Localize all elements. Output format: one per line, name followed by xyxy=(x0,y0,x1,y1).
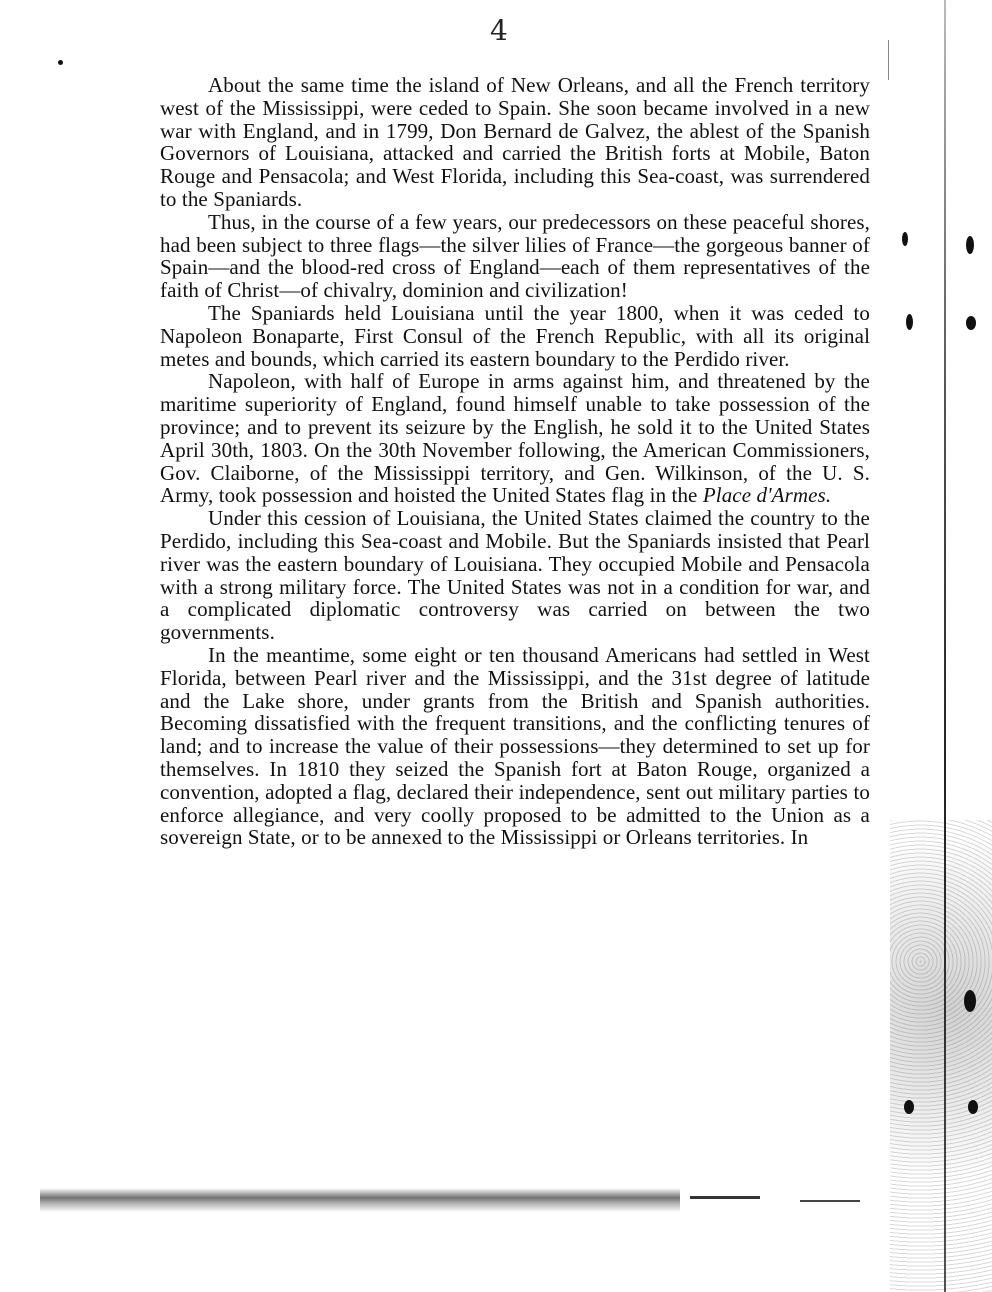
paragraph: The Spaniards held Louisiana until the year 1800, when it was ceded to Napoleon Bonaparte, First Consul of the French Republic, with all its original metes and bounds, which carried its eastern boundary to the Perdido river. xyxy=(160,300,871,371)
paragraph: Thus, in the course of a few years, our predecessors on these peaceful shores, had been subject to three flags—the silver lilies of France—the gorgeous banner of Spain—and the blood-red cross of England—each of them representatives of the faith of Christ—of chivalry, dominion and civilization! xyxy=(160,209,870,303)
scan-mark xyxy=(902,232,908,246)
scan-mark xyxy=(968,1100,978,1114)
scan-mark xyxy=(888,40,889,80)
scan-speckle xyxy=(890,820,992,1292)
scan-mark xyxy=(58,60,63,65)
paragraph: Under this cession of Louisiana, the United States claimed the country to the Perdido, including this Sea-coast and Mobile. But the Spaniards insisted that Pearl river was the eastern boundary of Louisiana. They occupied Mobile and Pensacola with a strong military force. The United States was not in a condition for war, and a complicated diplomatic controversy was carried on between the two governments. xyxy=(160,506,870,645)
scan-mark xyxy=(690,1196,760,1199)
scan-mark xyxy=(966,236,974,254)
scan-smudge xyxy=(40,1188,680,1212)
scan-mark xyxy=(966,316,976,330)
scan-mark xyxy=(800,1200,860,1202)
paragraph: Napoleon, with half of Europe in arms against him, and threatened by the maritime superiority of England, found himself unable to take possession of the province; and to prevent its seizure by the English, he sold it to the United States April 30th, 1803. On the 30th November following, the American Commissioners, Gov. Claiborne, of the Mississippi territory, and Gen. Wilkinson, of the U. S. Army, took possession and hoisted the United States flag in the Place d'Armes. xyxy=(160,369,870,508)
scan-mark xyxy=(906,314,913,330)
paragraph: About the same time the island of New Orleans, and all the French territory west of the Mississippi, were ceded to Spain. She soon became involved in a new war with England, and in 1799, Don Bernard de Galvez, the ablest of the Spanish Governors of Louisiana, attacked and carried the British forts at Mobile, Baton Rouge and Pensacola; and West Florida, including this Sea-coast, was surrendered to the Spaniards. xyxy=(160,73,870,211)
body-text xyxy=(160,74,870,849)
paragraph: In the meantime, some eight or ten thousand Americans had settled in West Florida, between Pearl river and the Mississippi, and the 31st degree of latitude and the Lake shore, under grants from the British and Spanish authorities. Becoming dissatisfied with the frequent transitions, and the conflicting tenures of land; and to increase the value of their possessions—they determined to set up for themselves. In 1810 they seized the Spanish fort at Baton Rouge, organized a convention, adopted a flag, declared their independence, sent out military parties to enforce allegiance, and very coolly proposed to be admitted to the Union as a sovereign State, or to be annexed to the Mississippi or Orleans territories. In xyxy=(160,642,870,850)
scan-mark xyxy=(964,990,976,1012)
scan-mark xyxy=(904,1100,914,1114)
page-number: 4 xyxy=(490,14,508,47)
italic-place-name: Place d'Armes. xyxy=(702,483,832,508)
